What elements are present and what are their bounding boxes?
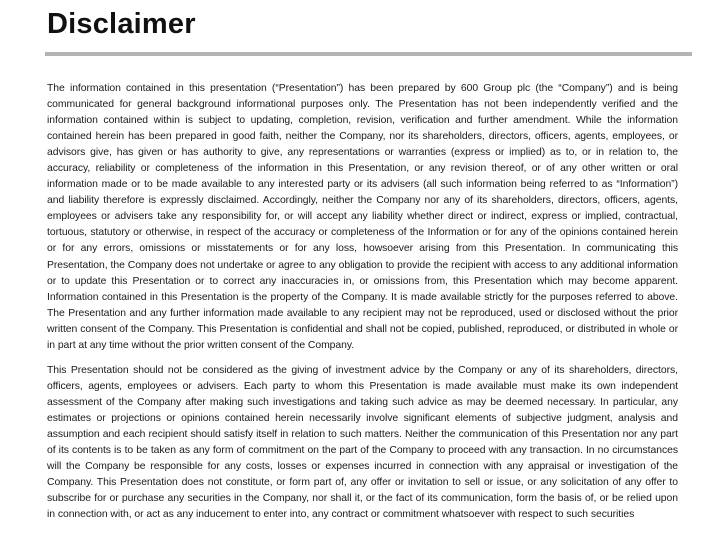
- disclaimer-paragraph-2: This Presentation should not be considered as the giving of investment advice by the Company or any of its shareholders, directors, officers, agents, employees or advisers. Each party to whom this Presentation is made available must make its own independent assessment of the Company after making such investigations and taking such advice as may be deemed necessary. In particular, any estimates or projections or opinions contained herein necessarily involve significant elements of subjective judgment, analysis and assumption and each recipient should satisfy itself in relation to such matters. Neither the communication of this Presentation nor any part of its contents is to be taken as any form of commitment on the part of the Company to proceed with any transaction. In no circumstances will the Company be responsible for any costs, losses or expenses incurred in connection with any appraisal or investigation of the Company. This Presentation does not constitute, or form part of, any offer or invitation to sell or issue, or any solicitation of any offer to subscribe for or purchase any securities in the Company, nor shall it, or the fact of its communication, form the basis of, or be relied upon in connection with, or act as any inducement to enter into, any contract or commitment whatsoever with respect to such securities: [47, 364, 678, 521]
- disclaimer-paragraph-1: The information contained in this presentation (“Presentation”) has been prepared by 600 Group plc (the “Company”) and is being communicated for general background informational purposes only. The Presentation has not been independently verified and the information contained within is subject to updating, completion, revision, verification and further amendment. While the information contained herein has been prepared in good faith, neither the Company, nor its shareholders, directors, officers, agents, employees, or advisors give, has given or has authority to give, any representations or warranties (express or implied) as to, or in relation to, the accuracy, reliability or completeness of the information in this Presentation, or any revision thereof, or of any other written or oral information made or to be made available to any interested party or its advisers (all such information being referred to as “Information”) and liability therefore is expressly disclaimed. Accordingly, neither the Company nor any of its shareholders, directors, officers, agents, employees or advisers take any responsibility for, or will accept any liability whether direct or indirect, express or implied, contractual, tortuous, statutory or otherwise, in respect of the accuracy or completeness of the Information or for any of the opinions contained herein or for any errors, omissions or misstatements or for any loss, howsoever arising from this Presentation. In communicating this Presentation, the Company does not undertake or agree to any obligation to provide the recipient with access to any additional information or to update this Presentation or to correct any inaccuracies in, or omissions from, this Presentation which may become apparent. Information contained in this Presentation is the property of the Company. It is made available strictly for the purposes referred to above. The Presentation and any further information made available to any recipient may not be reproduced, used or disclosed without the prior written consent of the Company. This Presentation is confidential and shall not be copied, published, reproduced, or distributed in whole or in part at any time without the prior written consent of the Company.: [47, 83, 678, 351]
- disclaimer-body: [47, 81, 678, 523]
- page-title: Disclaimer: [47, 8, 196, 40]
- title-divider: [45, 52, 692, 56]
